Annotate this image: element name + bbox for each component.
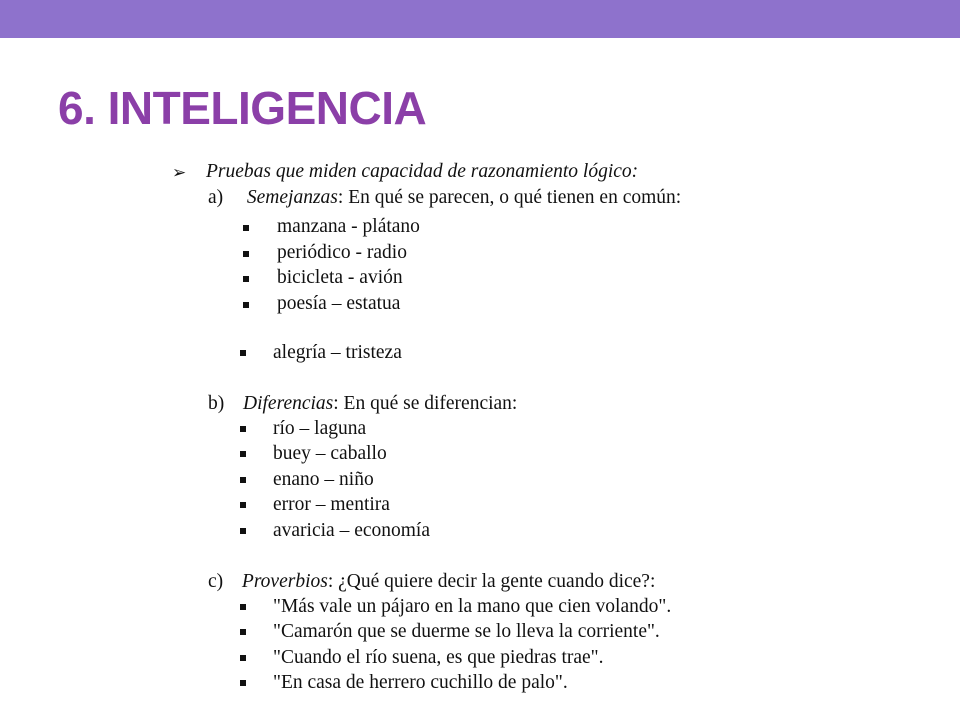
section-term: Semejanzas (246, 187, 338, 208)
list-item: "Cuando el río suena, es que piedras trae". (273, 647, 604, 668)
square-bullet-icon (240, 629, 246, 635)
section-description: : En qué se diferencian: (333, 393, 518, 414)
section-description: : En qué se parecen, o qué tienen en común: (337, 187, 682, 208)
square-bullet-icon (240, 451, 246, 457)
section-marker: b) (208, 393, 225, 414)
list-item: bicicleta - avión (277, 267, 403, 288)
square-bullet-icon (240, 528, 246, 534)
list-item: "Más vale un pájaro en la mano que cien volando". (273, 596, 672, 617)
list-item: periódico - radio (277, 242, 407, 263)
list-item: enano – niño (273, 469, 374, 490)
section-term: Proverbios (241, 571, 328, 592)
section-marker: c) (208, 571, 224, 592)
square-bullet-icon (240, 680, 246, 686)
section-marker: a) (208, 187, 224, 208)
list-item: manzana - plátano (277, 216, 420, 237)
square-bullet-icon (240, 655, 246, 661)
list-item: buey – caballo (273, 443, 387, 464)
square-bullet-icon (240, 426, 246, 432)
slide-title: 6. INTELIGENCIA (58, 82, 427, 134)
square-bullet-icon (243, 251, 249, 257)
square-bullet-icon (240, 604, 246, 610)
section-term: Diferencias (243, 393, 334, 414)
square-bullet-icon (240, 502, 246, 508)
square-bullet-icon (243, 276, 249, 282)
list-item: avaricia – economía (273, 520, 430, 541)
list-item: error – mentira (273, 494, 390, 515)
list-item: "En casa de herrero cuchillo de palo". (273, 672, 568, 693)
square-bullet-icon (240, 350, 246, 356)
section-heading: Pruebas que miden capacidad de razonamiento lógico: (206, 161, 639, 182)
section-a-header (208, 186, 681, 210)
square-bullet-icon (240, 477, 246, 483)
list-item: río – laguna (273, 418, 367, 439)
section-c-header (208, 570, 655, 594)
square-bullet-icon (243, 302, 249, 308)
list-item: poesía – estatua (277, 293, 401, 314)
list-item: alegría – tristeza (273, 342, 402, 363)
arrow-bullet-icon: ➢ (172, 163, 187, 183)
square-bullet-icon (243, 225, 249, 231)
section-description: : ¿Qué quiere decir la gente cuando dice?: (327, 571, 656, 592)
list-item: "Camarón que se duerme se lo lleva la corriente". (273, 621, 660, 642)
section-b-header (208, 392, 517, 416)
